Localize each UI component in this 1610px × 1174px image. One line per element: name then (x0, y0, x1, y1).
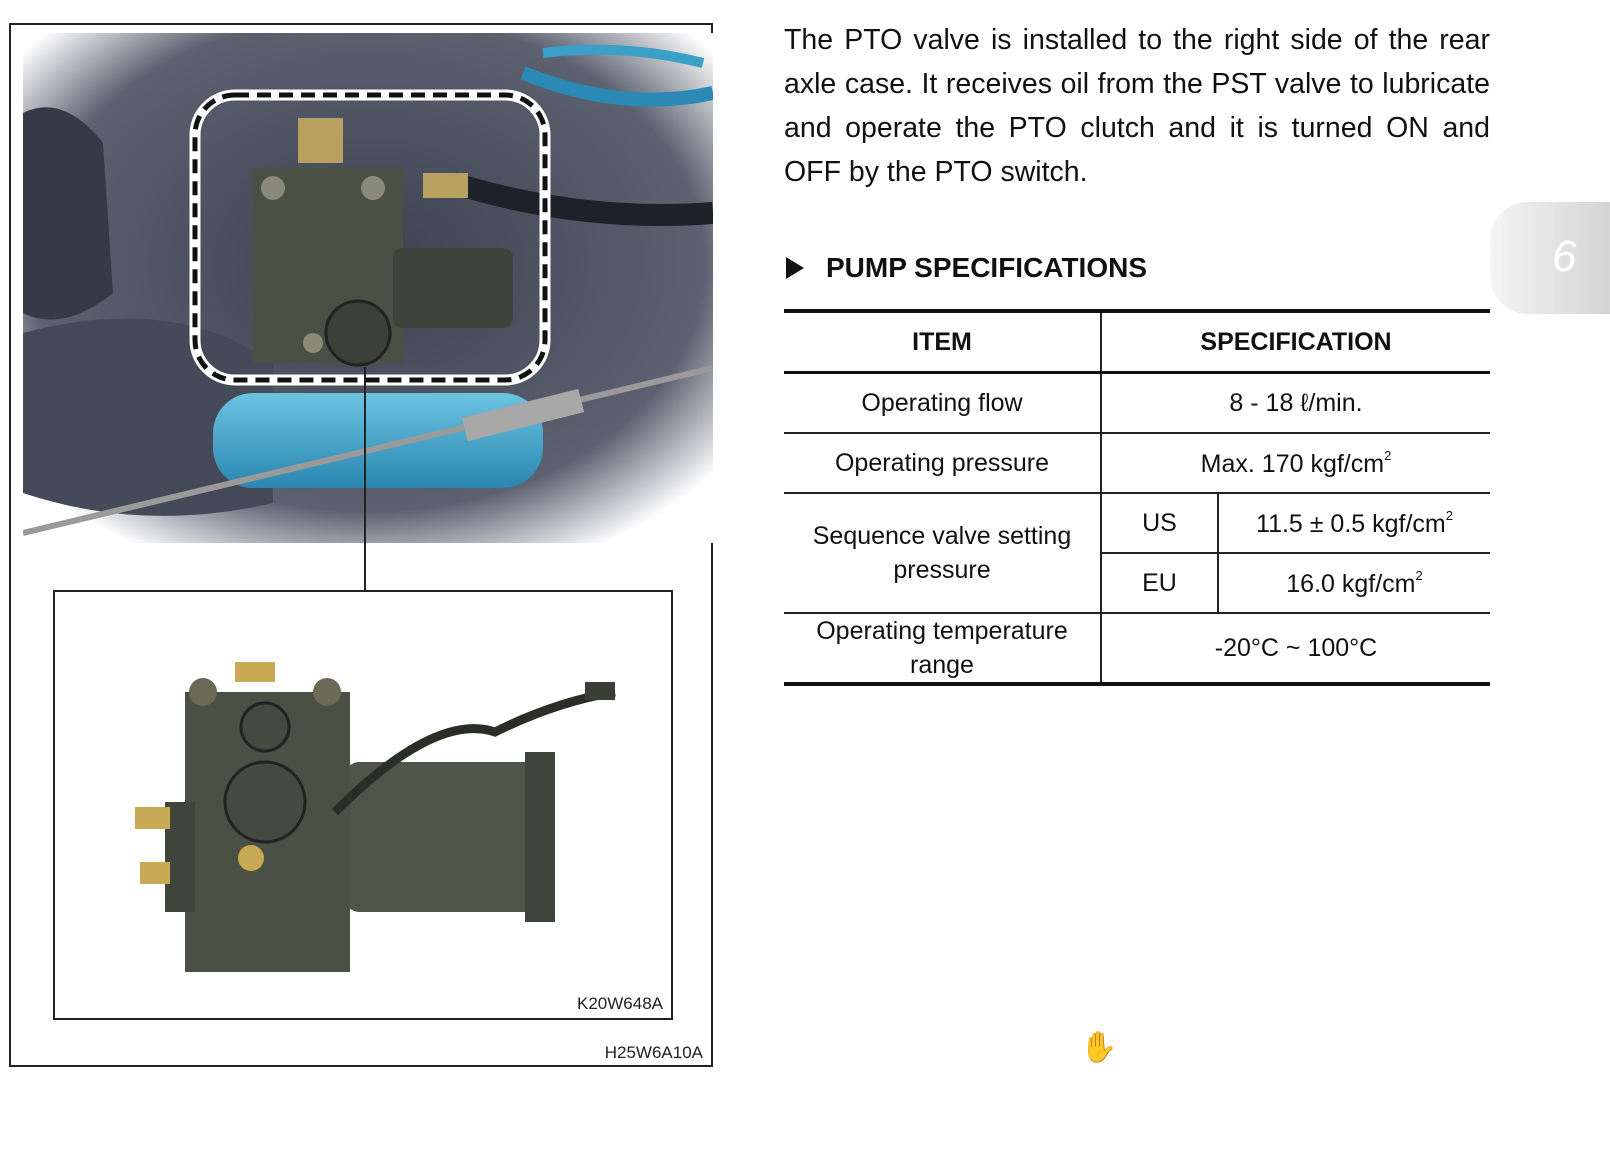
valve-inset-photo (53, 590, 673, 1020)
us-unit-sup: 2 (1445, 507, 1453, 523)
hand-cursor-icon: ✋ (1080, 1031, 1118, 1064)
row-value-pressure (1101, 433, 1490, 493)
row-item-temperature: Operating temperature range (784, 613, 1101, 684)
bullet-triangle-icon (786, 257, 804, 279)
pressure-value-text: Max. 170 kgf/cm (1200, 449, 1385, 478)
sequence-eu-label: EU (1101, 553, 1218, 613)
table-row (784, 493, 1490, 553)
inset-photo-code: K20W648A (577, 994, 663, 1013)
row-item-flow: Operating flow (784, 373, 1101, 434)
tractor-axle-photo (23, 33, 713, 573)
eu-unit-sup: 2 (1415, 567, 1423, 583)
table-header-row (784, 311, 1490, 373)
us-value-text: 11.5 ± 0.5 kgf/cm (1256, 509, 1446, 538)
callout-leader-line (364, 367, 366, 590)
sequence-us-label: US (1101, 493, 1218, 553)
section-title-text: PUMP SPECIFICATIONS (826, 252, 1148, 283)
header-specification: SPECIFICATION (1101, 311, 1490, 373)
table-row (784, 433, 1490, 493)
row-item-pressure: Operating pressure (784, 433, 1101, 493)
chapter-tab[interactable] (1490, 202, 1610, 314)
figure-frame (9, 23, 713, 1067)
row-item-sequence: Sequence valve setting pressure (784, 493, 1101, 613)
figure-photo-code: H25W6A10A (604, 1043, 703, 1062)
sequence-eu-value (1218, 553, 1490, 613)
table-row (784, 613, 1490, 684)
row-value-temperature: -20°C ~ 100°C (1101, 613, 1490, 684)
pto-valve-description: The PTO valve is installed to the right side of the rear axle case. It receives oil from the PST valve to lubricate and operate the PTO clutch and it is turned ON and OFF by the PTO switch. (784, 24, 1490, 188)
eu-value-text: 16.0 kgf/cm (1286, 569, 1416, 598)
pump-specifications-table (784, 309, 1490, 686)
pto-valve-illustration (55, 592, 671, 1018)
header-item: ITEM (784, 311, 1101, 373)
sequence-us-value (1218, 493, 1490, 553)
section-heading (786, 252, 1147, 284)
row-value-flow: 8 - 18 ℓ/min. (1101, 373, 1490, 434)
table-row (784, 373, 1490, 434)
chapter-tab-label: 6 (1552, 232, 1577, 281)
pressure-unit-sup: 2 (1384, 447, 1392, 463)
